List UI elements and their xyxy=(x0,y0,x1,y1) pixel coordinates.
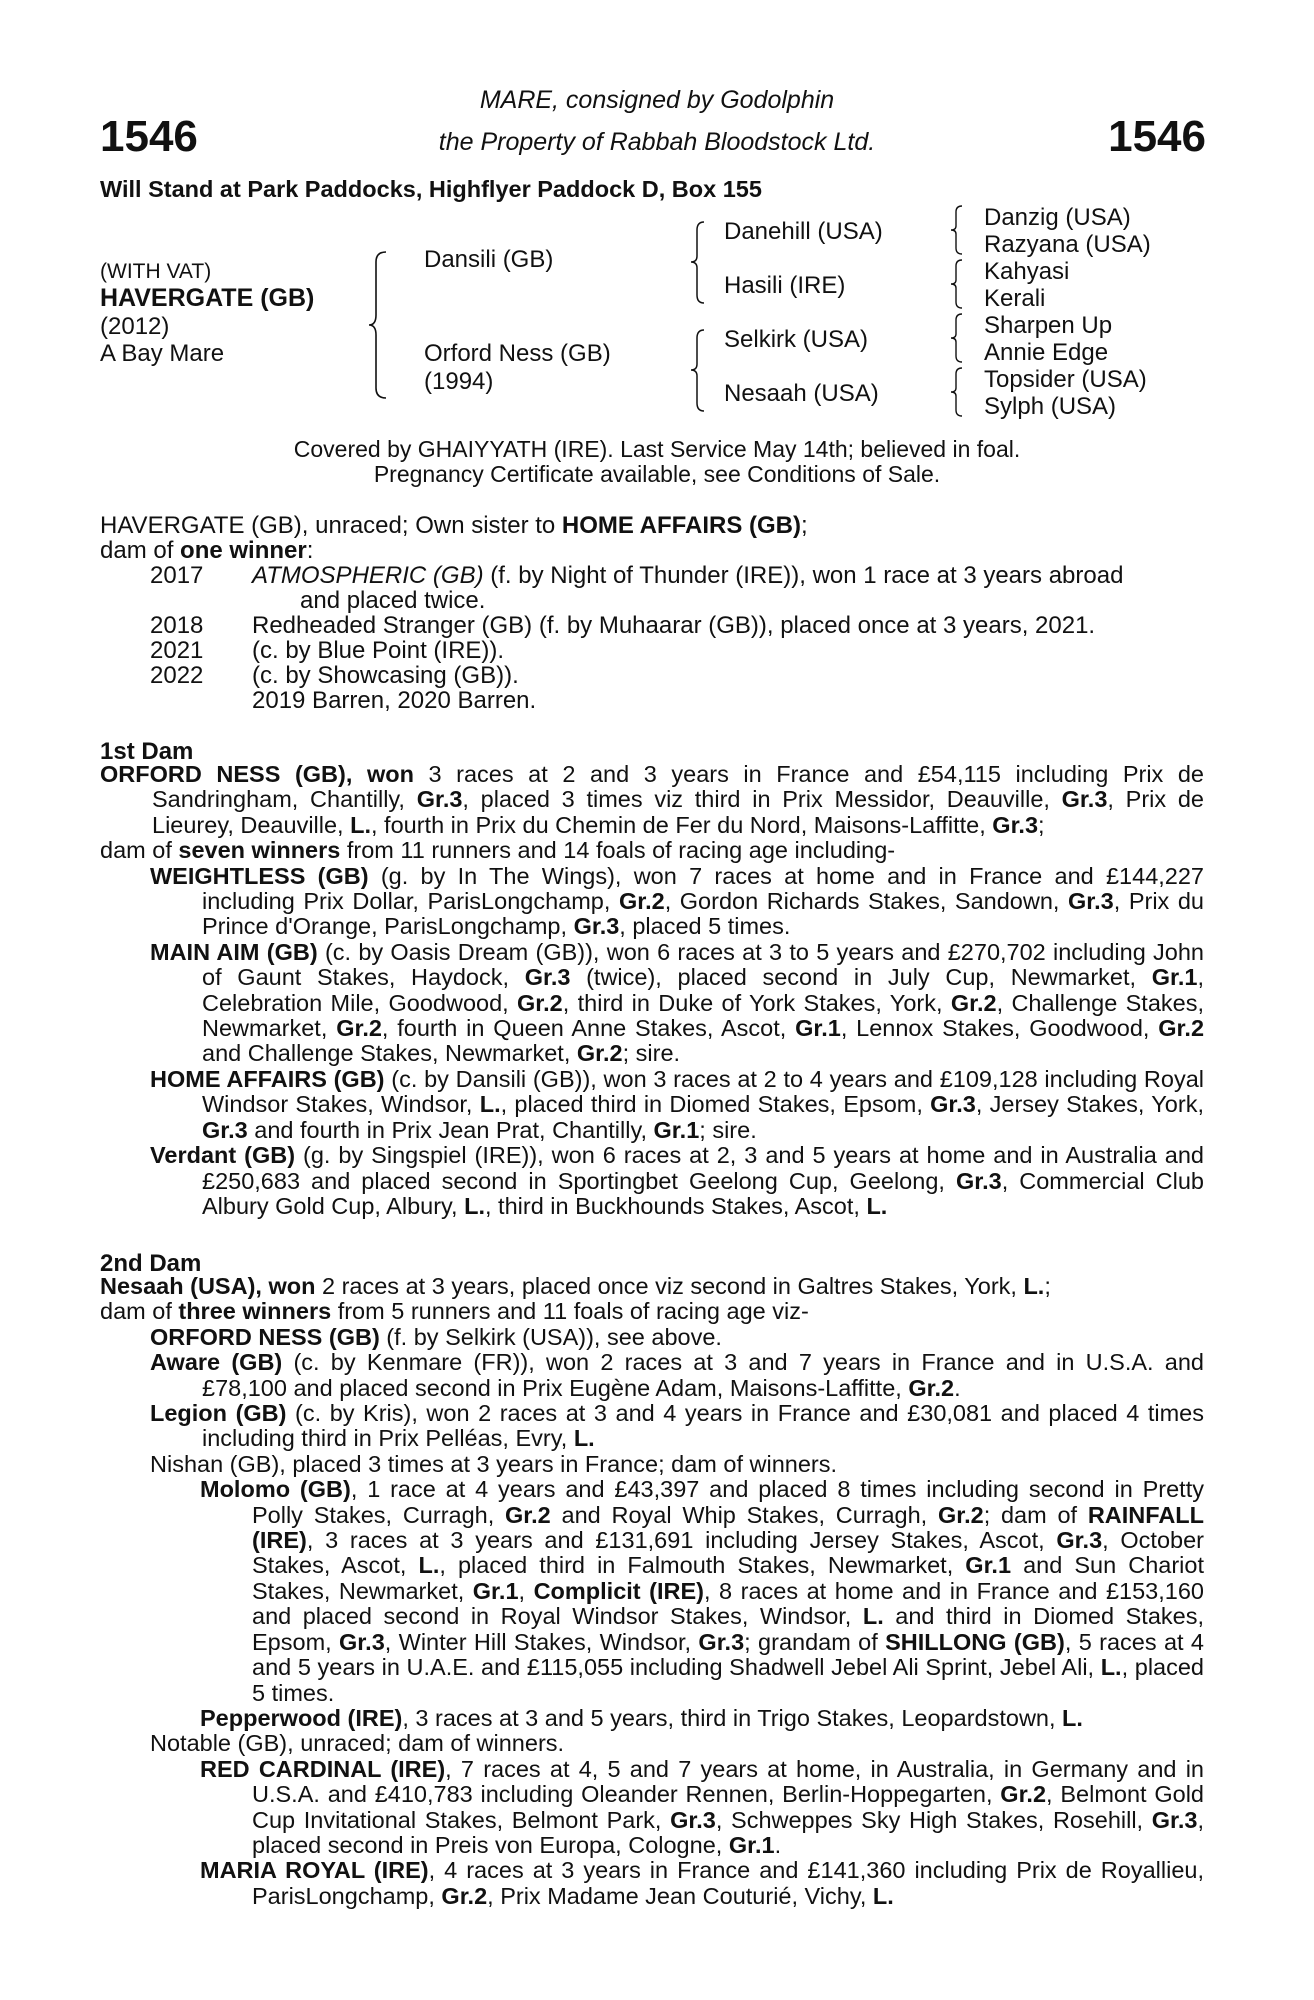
race-text: (g. by Singspiel (IRE)), won 6 races at 2, 3 and 5 years at home and in Australia and £250,683 and placed second in Sportingbet Geelong Cup, Geelong, xyxy=(202,1142,1204,1194)
dam-of-text: dam of xyxy=(100,537,181,564)
race-text: , third in Duke of York Stakes, York, xyxy=(562,989,951,1016)
produce-entry: Redheaded Stranger (GB) (f. by Muhaarar (GB)), placed once at 3 years, 2021. xyxy=(252,612,1096,639)
ped-ddd: Sylph (USA) xyxy=(984,393,1117,420)
grade: L. xyxy=(1062,1704,1083,1731)
grade: Gr.1 xyxy=(472,1577,519,1604)
ped-ssd: Razyana (USA) xyxy=(984,231,1151,258)
produce-entry xyxy=(252,563,1123,588)
produce-year: 2017 xyxy=(150,562,204,589)
race-text: (c. by Kenmare (FR)), won 2 races at 3 and 7 years in France and in U.S.A. and £78,100 and placed second in Prix Eugène Adam, Maisons-Laffitte, xyxy=(202,1349,1205,1401)
grade: Gr.3 xyxy=(955,1167,1002,1194)
horse-description: A Bay Mare xyxy=(100,340,225,367)
grade: L. xyxy=(866,1192,888,1219)
sire-sire: Danehill (USA) xyxy=(724,218,883,245)
race-text: , placed 5 times. xyxy=(252,1654,1204,1706)
race-text: , Lennox Stakes, Goodwood, xyxy=(840,1015,1159,1042)
grade: Gr.2 xyxy=(1000,1781,1047,1808)
progeny-name: Legion (GB) xyxy=(150,1400,287,1427)
brace-sd xyxy=(950,258,964,310)
second-dam-heading: 2nd Dam xyxy=(100,1250,202,1277)
dam-dam: Nesaah (USA) xyxy=(724,380,879,407)
lot-number-right: 1546 xyxy=(1108,112,1206,161)
progeny-aware xyxy=(150,1349,1205,1401)
covering-line-2: Pregnancy Certificate available, see Conditions of Sale. xyxy=(373,461,941,487)
race-text: , placed 3 times viz third in Prix Messidor, Deauville, xyxy=(462,786,1062,813)
grade: Gr.3 xyxy=(1151,1806,1198,1833)
won-word: won xyxy=(366,761,414,787)
grandprogeny-red-cardinal xyxy=(200,1755,1204,1859)
progeny-name: Complicit (IRE) xyxy=(533,1577,704,1604)
progeny-name: MAIN AIM (GB) xyxy=(150,938,318,965)
intro-line-1 xyxy=(100,513,808,538)
grade: L. xyxy=(862,1603,884,1630)
race-text: ; xyxy=(1038,811,1045,838)
progeny-name: WEIGHTLESS (GB) xyxy=(150,862,369,889)
progeny-name: MARIA ROYAL (IRE) xyxy=(200,1857,429,1884)
grade: Gr.3 xyxy=(1056,1527,1103,1554)
first-dam-dam-of xyxy=(100,838,1204,863)
intro-punct: ; xyxy=(801,512,808,539)
progeny-name: RED CARDINAL (IRE) xyxy=(200,1755,446,1782)
grade: L. xyxy=(479,1091,501,1118)
grade: Gr.3 xyxy=(524,964,571,991)
grade: Gr.2 xyxy=(618,888,665,915)
progeny-notable: Notable (GB), unraced; dam of winners. xyxy=(150,1730,565,1757)
race-text: ; sire. xyxy=(699,1116,757,1143)
race-text: , Schweppes Sky High Stakes, Rosehill, xyxy=(715,1806,1152,1833)
horse-year: (2012) xyxy=(100,313,170,340)
winner-count: three winners xyxy=(178,1298,332,1325)
grade: Gr.3 xyxy=(202,1116,248,1143)
stabling-info: Will Stand at Park Paddocks, Highflyer Paddock D, Box 155 xyxy=(100,176,762,202)
grade: Gr.3 xyxy=(930,1091,976,1118)
race-text: , 4 races at 3 years in France and £141,360 including Prix de Royallieu, ParisLongchamp, xyxy=(252,1857,1204,1909)
progeny-weightless xyxy=(150,862,1205,940)
ped-sss: Danzig (USA) xyxy=(984,204,1131,231)
grandprogeny-pepperwood xyxy=(200,1704,1204,1731)
progeny-name: HOME AFFAIRS (GB) xyxy=(150,1065,385,1092)
race-text: , Prix Madame Jean Couturié, Vichy, xyxy=(487,1882,873,1909)
won-word: won xyxy=(268,1273,316,1299)
race-text: ; grandam of xyxy=(744,1628,886,1655)
dam-sire: Selkirk (USA) xyxy=(724,326,869,353)
grade: L. xyxy=(350,811,371,838)
grade: Gr.1 xyxy=(653,1116,700,1143)
first-dam-heading: 1st Dam xyxy=(100,738,194,765)
intro-text: HAVERGATE (GB), unraced; Own sister to xyxy=(100,512,562,539)
dam-name: Orford Ness (GB) xyxy=(424,340,611,367)
sire-dam: Hasili (IRE) xyxy=(724,272,846,299)
race-text: , Gordon Richards Stakes, Sandown, xyxy=(664,888,1068,915)
race-text: , fourth in Queen Anne Stakes, Ascot, xyxy=(381,1015,796,1042)
grade: Gr.2 xyxy=(336,1015,382,1042)
consignor-line-1: MARE, consigned by Godolphin xyxy=(479,86,835,114)
produce-name-italic: ATMOSPHERIC (GB) xyxy=(252,562,484,589)
race-text: (f. by Selkirk (USA)), see above. xyxy=(379,1323,722,1350)
race-text: (g. by In The Wings), won 7 races at home and in France and £144,227 including Prix Dollar, ParisLongchamp, xyxy=(202,862,1205,915)
second-dam-record: Nesaah (USA), won 2 races at 3 years, placed once viz second in Galtres Stakes, York, L.; dam of three winners from 5 runners and 11 foals of racing age viz- ORFORD NESS (GB) (f. by Selkirk (USA)), see above. Aware (GB) (c. by Kenmare (FR)), won 2 races at 3 and 7 years in France and in U.S.A. and £78,100 and placed second in Prix Eugène Adam, Maisons-Laffitte, Gr.2. Legion (GB) (c. by Kris), won 2 races at 3 and 4 years in France and £30,081 and placed 4 times including third in Prix Pelléas, Evry, L. Nishan (GB), placed 3 times at 3 years in France; dam of winners. Molomo (GB), 1 race at 4 years and £43,397 and placed 8 times including second in Pretty Polly Stakes, Curragh, Gr.2 and Royal Whip Stakes, Curragh, Gr.2; dam of RAINFALL (IRE), 3 races at 3 years and £131,691 including Jersey Stakes, Ascot, Gr.3, October Stakes, Ascot, L., placed third in Falmouth Stakes, Newmarket, Gr.1 and Sun Chariot Stakes, Newmarket, Gr.1, Complicit (IRE), 8 races at home and in France and £153,160 and placed second in Royal Windsor Stakes, Windsor, L. and third in Diomed Stakes, Epsom, Gr.3, Winter Hill Stakes, Windsor, Gr.3; grandam of SHILLONG (GB), 5 races at 4 and 5 years in U.A.E. and £115,055 including Shadwell Jebel Ali Sprint, Jebel Ali, L., placed 5 times. Pepperwood (IRE), 3 races at 3 and 5 years, third in Trigo Stakes, Leopardstown, L. Notable (GB), unraced; dam of winners. RED CARDINAL (IRE), 7 races at 4, 5 and 7 years at home, in Australia, in Germany and in U.S.A. and £410,783 including Oleander Rennen, Berlin-Hoppegarten, Gr.2, Belmont Gold Cup Invitational Stakes, Belmont Park, Gr.3, Schweppes Sky High Stakes, Rosehill, Gr.3, placed second in Preis von Europa, Cologne, Gr.1. MARIA ROYAL (IRE), 4 races at 3 years in France and £141,360 including Prix de Royallieu, ParisLongchamp, Gr.2, Prix Madame Jean Couturié, Vichy, L. xyxy=(100,1273,1205,1909)
grade: Gr.1 xyxy=(1151,964,1198,991)
dam-of-text: from 11 runners and 14 foals of racing age including- xyxy=(340,837,896,864)
progeny-verdant xyxy=(150,1142,1204,1219)
race-text: . xyxy=(774,1831,782,1858)
grade: Gr.1 xyxy=(965,1552,1012,1579)
race-text: . xyxy=(954,1374,961,1401)
consignor-line-2: the Property of Rabbah Bloodstock Ltd. xyxy=(438,128,876,156)
race-text: , October Stakes, Ascot, xyxy=(252,1527,1204,1579)
produce-year: 2018 xyxy=(150,612,204,639)
intro-line-2 xyxy=(100,538,313,563)
race-text: , 3 races at 3 and 5 years, third in Trigo Stakes, Leopardstown, xyxy=(402,1704,1063,1731)
dam-of-colon: : xyxy=(306,537,314,564)
brace-ds xyxy=(950,312,964,364)
race-text: , Belmont Gold Cup Invitational Stakes, Belmont Park, xyxy=(252,1781,1204,1833)
grade: Gr.3 xyxy=(1068,888,1114,915)
race-text: 3 races at 2 and 3 years in France and £54,115 including Prix de Sandringham, Chantilly, xyxy=(152,761,1204,813)
grade: L. xyxy=(1023,1273,1045,1299)
dam-of-text: dam of xyxy=(100,1298,179,1325)
ped-dss: Sharpen Up xyxy=(984,312,1113,339)
winner-count: one winner xyxy=(180,537,307,564)
race-text: , Prix du Prince d'Orange, ParisLongchamp, xyxy=(202,888,1204,940)
produce-cont: and placed twice. xyxy=(300,587,486,614)
grade: Gr.3 xyxy=(573,913,620,940)
grade: Gr.3 xyxy=(670,1806,716,1833)
race-text: 2 races at 3 years, placed once viz second in Galtres Stakes, York, xyxy=(315,1273,1024,1299)
grade: L. xyxy=(418,1552,440,1579)
race-text: (twice), placed second in July Cup, Newmarket, xyxy=(570,964,1152,991)
grade: Gr.2 xyxy=(1158,1015,1205,1042)
race-text: , placed second in Preis von Europa, Cologne, xyxy=(252,1806,1204,1858)
race-text: , Prix de Lieurey, Deauville, xyxy=(152,786,1204,838)
race-text: and third in Diomed Stakes, Epsom, xyxy=(252,1603,1204,1655)
grade: Gr.2 xyxy=(908,1374,955,1401)
race-text: ; xyxy=(1044,1273,1051,1299)
grandprogeny-maria-royal xyxy=(200,1857,1204,1909)
horse-name: HAVERGATE (GB) xyxy=(100,284,315,312)
brace-dd xyxy=(950,366,964,418)
dam-year: (1994) xyxy=(424,368,494,395)
grade: Gr.2 xyxy=(505,1501,551,1528)
grade: Gr.3 xyxy=(1061,786,1108,813)
race-text: , third in Buckhounds Stakes, Ascot, xyxy=(485,1192,867,1219)
race-text: , xyxy=(518,1577,534,1604)
grade: Gr.2 xyxy=(517,989,563,1016)
dam-brace xyxy=(690,328,706,413)
progeny-name: Verdant (GB) xyxy=(150,1142,296,1169)
winner-count: seven winners xyxy=(178,837,341,864)
progeny-main-aim xyxy=(150,938,1205,1067)
vat-label: (WITH VAT) xyxy=(100,260,212,283)
progeny-name: Molomo (GB) xyxy=(200,1476,351,1503)
grade: Gr.3 xyxy=(416,786,463,813)
grandprogeny-molomo xyxy=(200,1476,1204,1706)
covering-line-1: Covered by GHAIYYATH (IRE). Last Service May 14th; believed in foal. xyxy=(293,436,1021,462)
grade: Gr.2 xyxy=(576,1040,623,1067)
race-text: , Challenge Stakes, Newmarket, xyxy=(202,989,1204,1042)
race-text: , 5 races at 4 and 5 years in U.A.E. and £115,055 including Shadwell Jebel Ali Sprint, Jebel Ali, xyxy=(252,1628,1204,1681)
progeny-name: Pepperwood (IRE) xyxy=(200,1704,403,1731)
race-text: (c. by Oasis Dream (GB)), won 6 races at 3 to 5 years and £270,702 including John of Gaunt Stakes, Haydock, xyxy=(202,938,1204,991)
grade: L. xyxy=(464,1192,485,1219)
brace-ss xyxy=(950,204,964,256)
race-text: , fourth in Prix du Chemin de Fer du Nord, Maisons-Laffitte, xyxy=(371,811,993,838)
race-text: , 1 race at 4 years and £43,397 and placed 8 times including second in Pretty Polly Stakes, Curragh, xyxy=(252,1476,1204,1528)
produce-year: 2021 xyxy=(150,637,204,664)
produce-entry: (c. by Blue Point (IRE)). xyxy=(252,637,505,664)
ped-dsd: Annie Edge xyxy=(984,339,1109,366)
progeny-legion xyxy=(150,1400,1205,1452)
race-text: and Royal Whip Stakes, Curragh, xyxy=(550,1501,938,1528)
grade: Gr.3 xyxy=(698,1628,745,1655)
second-dam-name: Nesaah (USA) xyxy=(100,1273,256,1299)
second-dam-dam-of xyxy=(100,1299,1204,1324)
grade: L. xyxy=(872,1882,894,1909)
race-text: , 3 races at 3 years and £131,691 including Jersey Stakes, Ascot, xyxy=(306,1527,1057,1554)
race-text: , placed third in Falmouth Stakes, Newmarket, xyxy=(439,1552,966,1579)
grade: Gr.2 xyxy=(950,989,997,1016)
grade: L. xyxy=(573,1425,595,1452)
produce-year: 2022 xyxy=(150,662,204,689)
progeny-home-affairs xyxy=(150,1065,1204,1143)
produce-text: (f. by Night of Thunder (IRE)), won 1 race at 3 years abroad xyxy=(483,562,1124,589)
race-text: ; sire. xyxy=(622,1040,681,1067)
ped-sdd: Kerali xyxy=(984,285,1046,312)
grade: Gr.2 xyxy=(937,1501,984,1528)
race-text: , Winter Hill Stakes, Windsor, xyxy=(384,1628,699,1655)
race-text: and Challenge Stakes, Newmarket, xyxy=(202,1040,577,1067)
grade: L. xyxy=(1100,1654,1122,1681)
dam-of-text: dam of xyxy=(100,837,179,864)
progeny-name: RAINFALL (IRE) xyxy=(252,1501,1204,1554)
grade: Gr.3 xyxy=(339,1628,385,1655)
race-text: , 8 races at home and in France and £153,160 and placed second in Royal Windsor Stakes, Windsor, xyxy=(252,1577,1204,1630)
progeny-orford xyxy=(150,1323,1204,1350)
lot-number-left: 1546 xyxy=(100,112,198,161)
race-text: , Commercial Club Albury Gold Cup, Albury, xyxy=(202,1167,1204,1219)
first-dam-record: ORFORD NESS (GB), won 3 races at 2 and 3 years in France and £54,115 including Prix de Sandringham, Chantilly, Gr.3, placed 3 times viz third in Prix Messidor, Deauville, Gr.3, Prix de Lieurey, Deauville, L., fourth in Prix du Chemin de Fer du Nord, Maisons-Laffitte, Gr.3; dam of seven winners from 11 runners and 14 foals of racing age including- WEIGHTLESS (GB) (g. by In The Wings), won 7 races at home and in France and £144,227 including Prix Dollar, ParisLongchamp, Gr.2, Gordon Richards Stakes, Sandown, Gr.3, Prix du Prince d'Orange, ParisLongchamp, Gr.3, placed 5 times. MAIN AIM (GB) (c. by Oasis Dream (GB)), won 6 races at 3 to 5 years and £270,702 including John of Gaunt Stakes, Haydock, Gr.3 (twice), placed second in July Cup, Newmarket, Gr.1, Celebration Mile, Goodwood, Gr.2, third in Duke of York Stakes, York, Gr.2, Challenge Stakes, Newmarket, Gr.2, fourth in Queen Anne Stakes, Ascot, Gr.1, Lennox Stakes, Goodwood, Gr.2 and Challenge Stakes, Newmarket, Gr.2; sire. HOME AFFAIRS (GB) (c. by Dansili (GB)), won 3 races at 2 to 4 years and £109,128 including Royal Windsor Stakes, Windsor, L., placed third in Diomed Stakes, Epsom, Gr.3, Jersey Stakes, York, Gr.3 and fourth in Prix Jean Prat, Chantilly, Gr.1; sire. Verdant (GB) (g. by Singspiel (IRE)), won 6 races at 2, 3 and 5 years at home and in Australia and £250,683 and placed second in Sportingbet Geelong Cup, Geelong, Gr.3, Commercial Club Albury Gold Cup, Albury, L., third in Buckhounds Stakes, Ascot, L. xyxy=(100,761,1205,1219)
grade: Gr.3 xyxy=(992,811,1039,838)
intro-sister-name: HOME AFFAIRS (GB) xyxy=(561,512,802,539)
grade: Gr.1 xyxy=(728,1831,775,1858)
first-dam-name: ORFORD NESS (GB) xyxy=(100,761,346,787)
ped-dds: Topsider (USA) xyxy=(984,366,1147,393)
race-text: , 7 races at 4, 5 and 7 years at home, in Australia, in Germany and in U.S.A. and £410,783 including Oleander Rennen, Berlin-Hoppegarten, xyxy=(252,1755,1204,1808)
progeny-nishan: Nishan (GB), placed 3 times at 3 years in France; dam of winners. xyxy=(150,1450,838,1477)
race-text: , placed 5 times. xyxy=(619,913,791,940)
grade: Gr.1 xyxy=(795,1015,841,1042)
grade: Gr.2 xyxy=(441,1882,488,1909)
pedigree-brace-main xyxy=(368,250,390,400)
sire-name: Dansili (GB) xyxy=(424,246,554,273)
progeny-name: ORFORD NESS (GB) xyxy=(150,1323,380,1350)
race-text: and Sun Chariot Stakes, Newmarket, xyxy=(252,1552,1204,1604)
race-text: and fourth in Prix Jean Prat, Chantilly, xyxy=(247,1116,654,1143)
progeny-name: SHILLONG (GB) xyxy=(885,1628,1065,1655)
race-text: (c. by Kris), won 2 races at 3 and 4 years in France and £30,081 and placed 4 times including third in Prix Pelléas, Evry, xyxy=(202,1400,1205,1452)
race-text: (c. by Dansili (GB)), won 3 races at 2 to 4 years and £109,128 including Royal Windsor Stakes, Windsor, xyxy=(202,1065,1204,1118)
progeny-name: Aware (GB) xyxy=(150,1349,283,1376)
ped-sds: Kahyasi xyxy=(984,258,1070,285)
sire-brace xyxy=(690,220,706,305)
race-text: ; dam of xyxy=(983,1501,1088,1528)
barren-years: 2019 Barren, 2020 Barren. xyxy=(252,687,537,714)
dam-of-text: from 5 runners and 11 foals of racing age viz- xyxy=(331,1298,809,1325)
produce-entry: (c. by Showcasing (GB)). xyxy=(252,662,519,689)
race-text: , Jersey Stakes, York, xyxy=(975,1091,1204,1118)
race-text: , placed third in Diomed Stakes, Epsom, xyxy=(500,1091,931,1118)
race-text: , Celebration Mile, Goodwood, xyxy=(202,964,1204,1016)
